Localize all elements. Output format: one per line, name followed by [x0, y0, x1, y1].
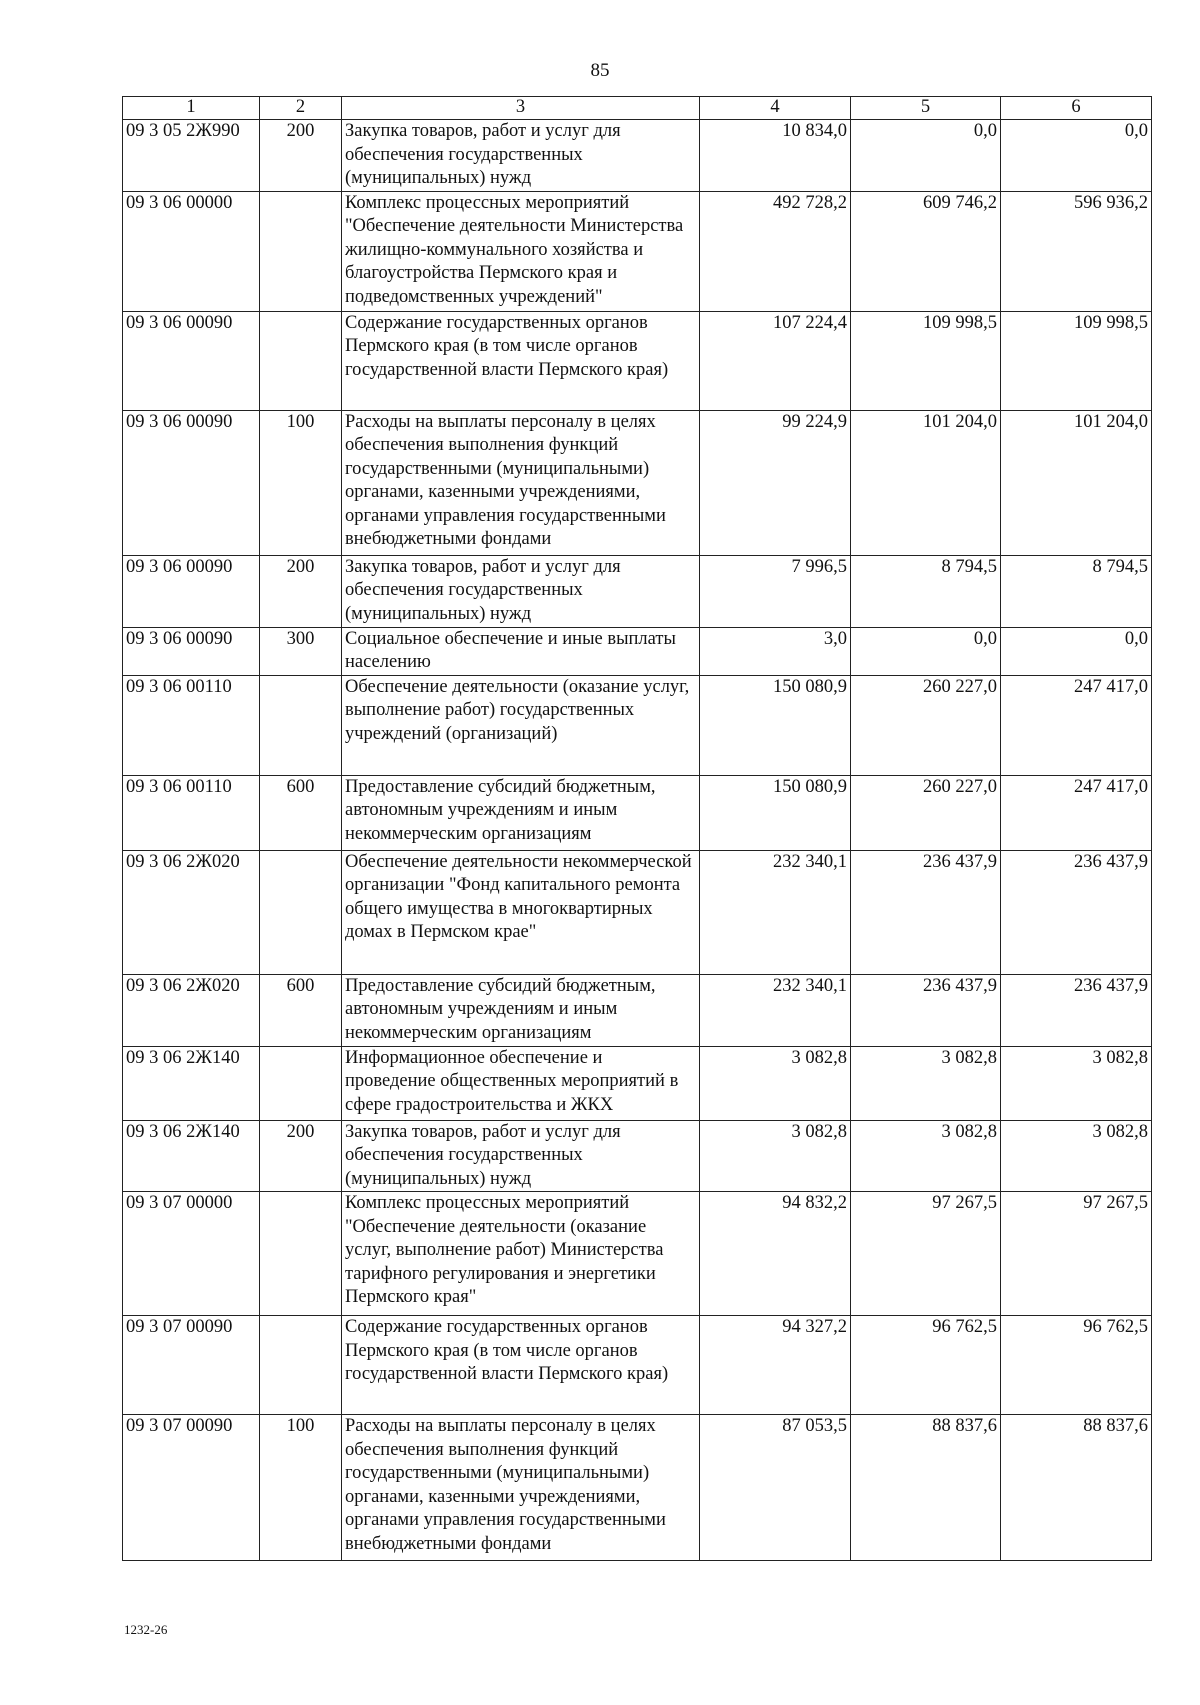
description-cell: Расходы на выплаты персоналу в целях обеспечения выполнения функций государственными (муниципальными) органами, казенными учреждениями, органами управления государственными внебюджетными фондами	[342, 1415, 700, 1561]
budget-code-cell: 09 3 06 00110	[123, 675, 260, 775]
description-cell: Предоставление субсидий бюджетным, автономным учреждениям и иным некоммерческим организациям	[342, 775, 700, 850]
budget-code-cell: 09 3 07 00000	[123, 1192, 260, 1316]
table-row	[123, 311, 1152, 410]
amount-cell-col6: 236 437,9	[1001, 974, 1152, 1046]
description-cell: Содержание государственных органов Пермского края (в том числе органов государственной власти Пермского края)	[342, 311, 700, 410]
amount-cell-col5: 109 998,5	[851, 311, 1001, 410]
amount-cell-col5: 0,0	[851, 627, 1001, 675]
amount-cell-col6: 88 837,6	[1001, 1415, 1152, 1561]
budget-code-cell: 09 3 07 00090	[123, 1316, 260, 1415]
budget-code-cell: 09 3 06 00090	[123, 410, 260, 555]
amount-cell-col4: 3 082,8	[700, 1046, 851, 1120]
expense-type-cell	[260, 1192, 342, 1316]
amount-cell-col4: 150 080,9	[700, 675, 851, 775]
description-cell: Обеспечение деятельности некоммерческой организации "Фонд капитального ремонта общего имущества в многоквартирных домах в Пермском крае"	[342, 850, 700, 974]
budget-code-cell: 09 3 05 2Ж990	[123, 120, 260, 192]
table-row	[123, 1316, 1152, 1415]
amount-cell-col6: 0,0	[1001, 120, 1152, 192]
table-row	[123, 1120, 1152, 1192]
amount-cell-col4: 492 728,2	[700, 191, 851, 311]
column-header: 2	[260, 97, 342, 120]
amount-cell-col6: 247 417,0	[1001, 775, 1152, 850]
expense-type-cell: 100	[260, 1415, 342, 1561]
description-cell: Содержание государственных органов Пермского края (в том числе органов государственной власти Пермского края)	[342, 1316, 700, 1415]
description-cell: Закупка товаров, работ и услуг для обеспечения государственных (муниципальных) нужд	[342, 120, 700, 192]
expense-type-cell: 600	[260, 775, 342, 850]
budget-code-cell: 09 3 07 00090	[123, 1415, 260, 1561]
budget-code-cell: 09 3 06 00090	[123, 311, 260, 410]
amount-cell-col5: 3 082,8	[851, 1046, 1001, 1120]
amount-cell-col4: 87 053,5	[700, 1415, 851, 1561]
expense-type-cell: 300	[260, 627, 342, 675]
budget-code-cell: 09 3 06 2Ж140	[123, 1046, 260, 1120]
description-cell: Информационное обеспечение и проведение общественных мероприятий в сфере градостроительства и ЖКХ	[342, 1046, 700, 1120]
amount-cell-col4: 7 996,5	[700, 555, 851, 627]
description-cell: Расходы на выплаты персоналу в целях обеспечения выполнения функций государственными (муниципальными) органами, казенными учреждениями, органами управления государственными внебюджетными фондами	[342, 410, 700, 555]
expense-type-cell	[260, 675, 342, 775]
table-row	[123, 850, 1152, 974]
document-code: 1232-26	[124, 1622, 168, 1637]
expense-type-cell	[260, 191, 342, 311]
description-cell: Обеспечение деятельности (оказание услуг, выполнение работ) государственных учреждений (организаций)	[342, 675, 700, 775]
budget-code-cell: 09 3 06 2Ж140	[123, 1120, 260, 1192]
amount-cell-col5: 236 437,9	[851, 850, 1001, 974]
amount-cell-col4: 107 224,4	[700, 311, 851, 410]
expense-type-cell	[260, 311, 342, 410]
amount-cell-col4: 150 080,9	[700, 775, 851, 850]
budget-code-cell: 09 3 06 00090	[123, 555, 260, 627]
table-row	[123, 1415, 1152, 1561]
expense-type-cell: 200	[260, 120, 342, 192]
amount-cell-col6: 96 762,5	[1001, 1316, 1152, 1415]
expense-type-cell	[260, 1046, 342, 1120]
amount-cell-col4: 99 224,9	[700, 410, 851, 555]
table-row	[123, 1192, 1152, 1316]
amount-cell-col5: 260 227,0	[851, 775, 1001, 850]
table-row	[123, 555, 1152, 627]
expense-type-cell: 100	[260, 410, 342, 555]
page-number: 85	[590, 60, 610, 81]
expense-type-cell	[260, 1316, 342, 1415]
description-cell: Комплекс процессных мероприятий "Обеспечение деятельности (оказание услуг, выполнение работ) Министерства тарифного регулирования и энергетики Пермского края"	[342, 1192, 700, 1316]
column-header: 6	[1001, 97, 1152, 120]
amount-cell-col5: 0,0	[851, 120, 1001, 192]
description-cell: Закупка товаров, работ и услуг для обеспечения государственных (муниципальных) нужд	[342, 555, 700, 627]
budget-code-cell: 09 3 06 00090	[123, 627, 260, 675]
amount-cell-col6: 3 082,8	[1001, 1046, 1152, 1120]
amount-cell-col4: 10 834,0	[700, 120, 851, 192]
amount-cell-col4: 232 340,1	[700, 850, 851, 974]
amount-cell-col5: 88 837,6	[851, 1415, 1001, 1561]
table-row	[123, 775, 1152, 850]
description-cell: Предоставление субсидий бюджетным, автономным учреждениям и иным некоммерческим организациям	[342, 974, 700, 1046]
expense-type-cell: 200	[260, 1120, 342, 1192]
amount-cell-col5: 609 746,2	[851, 191, 1001, 311]
column-header: 5	[851, 97, 1001, 120]
description-cell: Комплекс процессных мероприятий "Обеспечение деятельности Министерства жилищно-коммунального хозяйства и благоустройства Пермского края и подведомственных учреждений"	[342, 191, 700, 311]
amount-cell-col5: 97 267,5	[851, 1192, 1001, 1316]
table-row	[123, 974, 1152, 1046]
expense-type-cell: 600	[260, 974, 342, 1046]
budget-table	[122, 96, 1152, 1561]
table-row	[123, 627, 1152, 675]
amount-cell-col4: 94 327,2	[700, 1316, 851, 1415]
description-cell: Социальное обеспечение и иные выплаты населению	[342, 627, 700, 675]
amount-cell-col6: 8 794,5	[1001, 555, 1152, 627]
table-row	[123, 120, 1152, 192]
amount-cell-col4: 3,0	[700, 627, 851, 675]
column-header: 1	[123, 97, 260, 120]
amount-cell-col6: 109 998,5	[1001, 311, 1152, 410]
amount-cell-col6: 3 082,8	[1001, 1120, 1152, 1192]
amount-cell-col5: 101 204,0	[851, 410, 1001, 555]
amount-cell-col6: 97 267,5	[1001, 1192, 1152, 1316]
column-header: 3	[342, 97, 700, 120]
table-row	[123, 675, 1152, 775]
expense-type-cell: 200	[260, 555, 342, 627]
amount-cell-col6: 596 936,2	[1001, 191, 1152, 311]
description-cell: Закупка товаров, работ и услуг для обеспечения государственных (муниципальных) нужд	[342, 1120, 700, 1192]
amount-cell-col5: 260 227,0	[851, 675, 1001, 775]
column-header: 4	[700, 97, 851, 120]
expense-type-cell	[260, 850, 342, 974]
amount-cell-col6: 101 204,0	[1001, 410, 1152, 555]
budget-code-cell: 09 3 06 00000	[123, 191, 260, 311]
budget-code-cell: 09 3 06 2Ж020	[123, 850, 260, 974]
amount-cell-col5: 3 082,8	[851, 1120, 1001, 1192]
table-row	[123, 410, 1152, 555]
amount-cell-col5: 236 437,9	[851, 974, 1001, 1046]
amount-cell-col4: 3 082,8	[700, 1120, 851, 1192]
budget-code-cell: 09 3 06 00110	[123, 775, 260, 850]
amount-cell-col4: 94 832,2	[700, 1192, 851, 1316]
amount-cell-col6: 236 437,9	[1001, 850, 1152, 974]
table-row	[123, 191, 1152, 311]
amount-cell-col5: 96 762,5	[851, 1316, 1001, 1415]
table-row	[123, 1046, 1152, 1120]
budget-code-cell: 09 3 06 2Ж020	[123, 974, 260, 1046]
amount-cell-col5: 8 794,5	[851, 555, 1001, 627]
amount-cell-col6: 247 417,0	[1001, 675, 1152, 775]
amount-cell-col6: 0,0	[1001, 627, 1152, 675]
header-row	[123, 97, 1152, 120]
amount-cell-col4: 232 340,1	[700, 974, 851, 1046]
